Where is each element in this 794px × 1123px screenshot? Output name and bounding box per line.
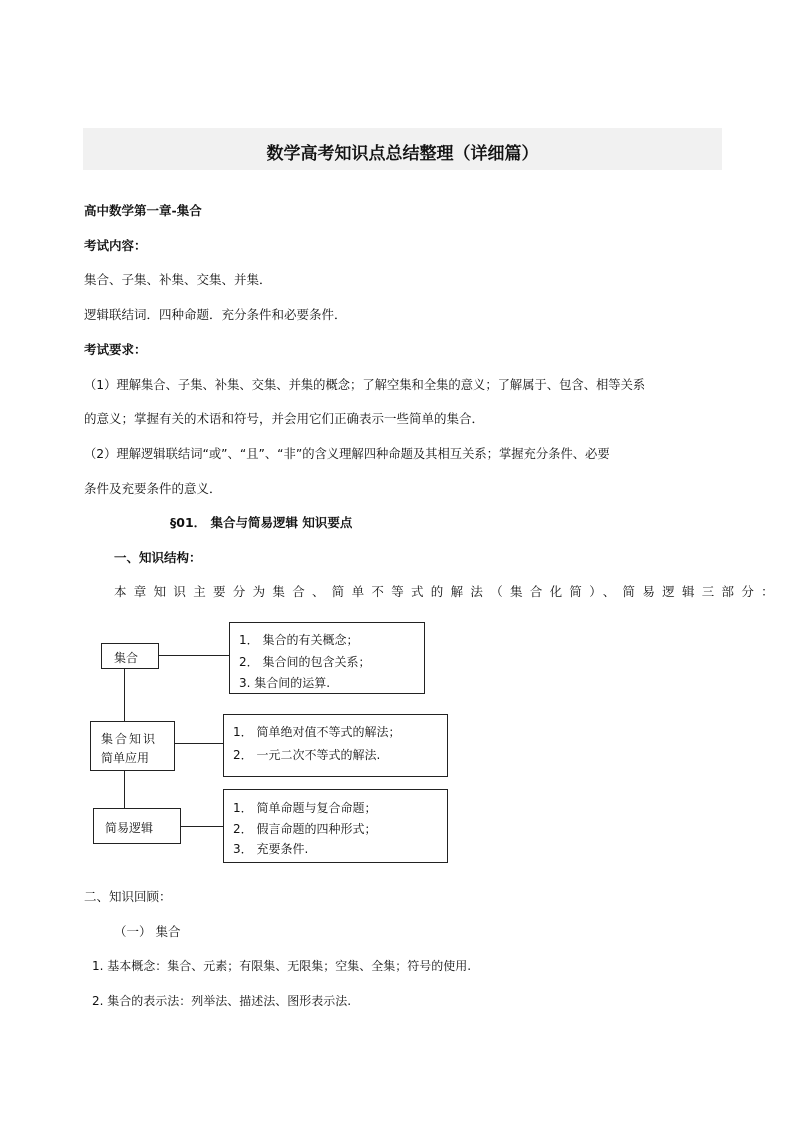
connector-line <box>180 826 223 827</box>
topic-item: 2． 假言命题的四种形式； <box>233 822 377 836</box>
structure-heading: 一、知识结构： <box>114 550 202 565</box>
topic-item: 1． 简单绝对值不等式的解法； <box>233 725 401 739</box>
topic-item: 2． 一元二次不等式的解法. <box>233 748 381 762</box>
review-subheading: （一） 集合 <box>114 924 181 939</box>
connector-line <box>124 770 125 808</box>
connector-line <box>158 655 229 656</box>
review-point: 1. 基本概念：集合、元素；有限集、无限集；空集、全集；符号的使用. <box>92 959 472 973</box>
inequality-topics-box <box>223 714 448 777</box>
review-heading: 二、知识回顾： <box>84 889 172 904</box>
node-set <box>101 643 159 669</box>
connector-line <box>174 743 223 744</box>
logic-topics-box <box>223 789 448 863</box>
node-label: 简易逻辑 <box>105 821 154 835</box>
requirement-line: （2）理解逻辑联结词“或”、“且”、“非”的含义理解四种命题及其相互关系；掌握充分条件、必要 <box>84 447 610 461</box>
topic-item: 3． 充要条件. <box>233 842 309 856</box>
topic-item: 3. 集合间的运算. <box>239 676 331 690</box>
title-bar <box>83 128 722 170</box>
exam-content-line: 集合、子集、补集、交集、并集． <box>84 272 272 287</box>
connector-line <box>124 668 125 721</box>
topic-item: 2． 集合间的包含关系； <box>239 655 371 669</box>
node-label: 简单应用 <box>101 751 150 765</box>
set-topics-box <box>229 622 425 694</box>
review-point: 2. 集合的表示法：列举法、描述法、图形表示法. <box>92 994 352 1008</box>
section-title: §01． 集合与简易逻辑 知识要点 <box>170 515 353 530</box>
topic-item: 1． 集合的有关概念； <box>239 633 359 647</box>
node-set-application <box>90 721 175 771</box>
node-simple-logic <box>93 808 181 844</box>
topic-item: 1． 简单命题与复合命题； <box>233 801 377 815</box>
requirement-line: （1）理解集合、子集、补集、交集、并集的概念；了解空集和全集的意义；了解属于、包含、相等关系 <box>84 378 646 392</box>
structure-intro: 本章知识主要分为集合、简单不等式的解法（集合化简）、简易逻辑三部分： <box>114 584 781 599</box>
node-label: 集合知识 <box>101 732 158 746</box>
page-title: 数学高考知识点总结整理（详细篇） <box>266 144 539 164</box>
exam-requirements-heading: 考试要求： <box>84 342 147 357</box>
exam-content-line: 逻辑联结词．四种命题．充分条件和必要条件． <box>84 307 347 322</box>
requirement-line: 的意义；掌握有关的术语和符号，并会用它们正确表示一些简单的集合． <box>84 411 485 426</box>
node-label: 集合 <box>114 651 139 665</box>
requirement-line: 条件及充要条件的意义． <box>84 481 222 496</box>
exam-content-heading: 考试内容： <box>84 238 147 253</box>
chapter-heading: 高中数学第一章-集合 <box>84 203 202 218</box>
